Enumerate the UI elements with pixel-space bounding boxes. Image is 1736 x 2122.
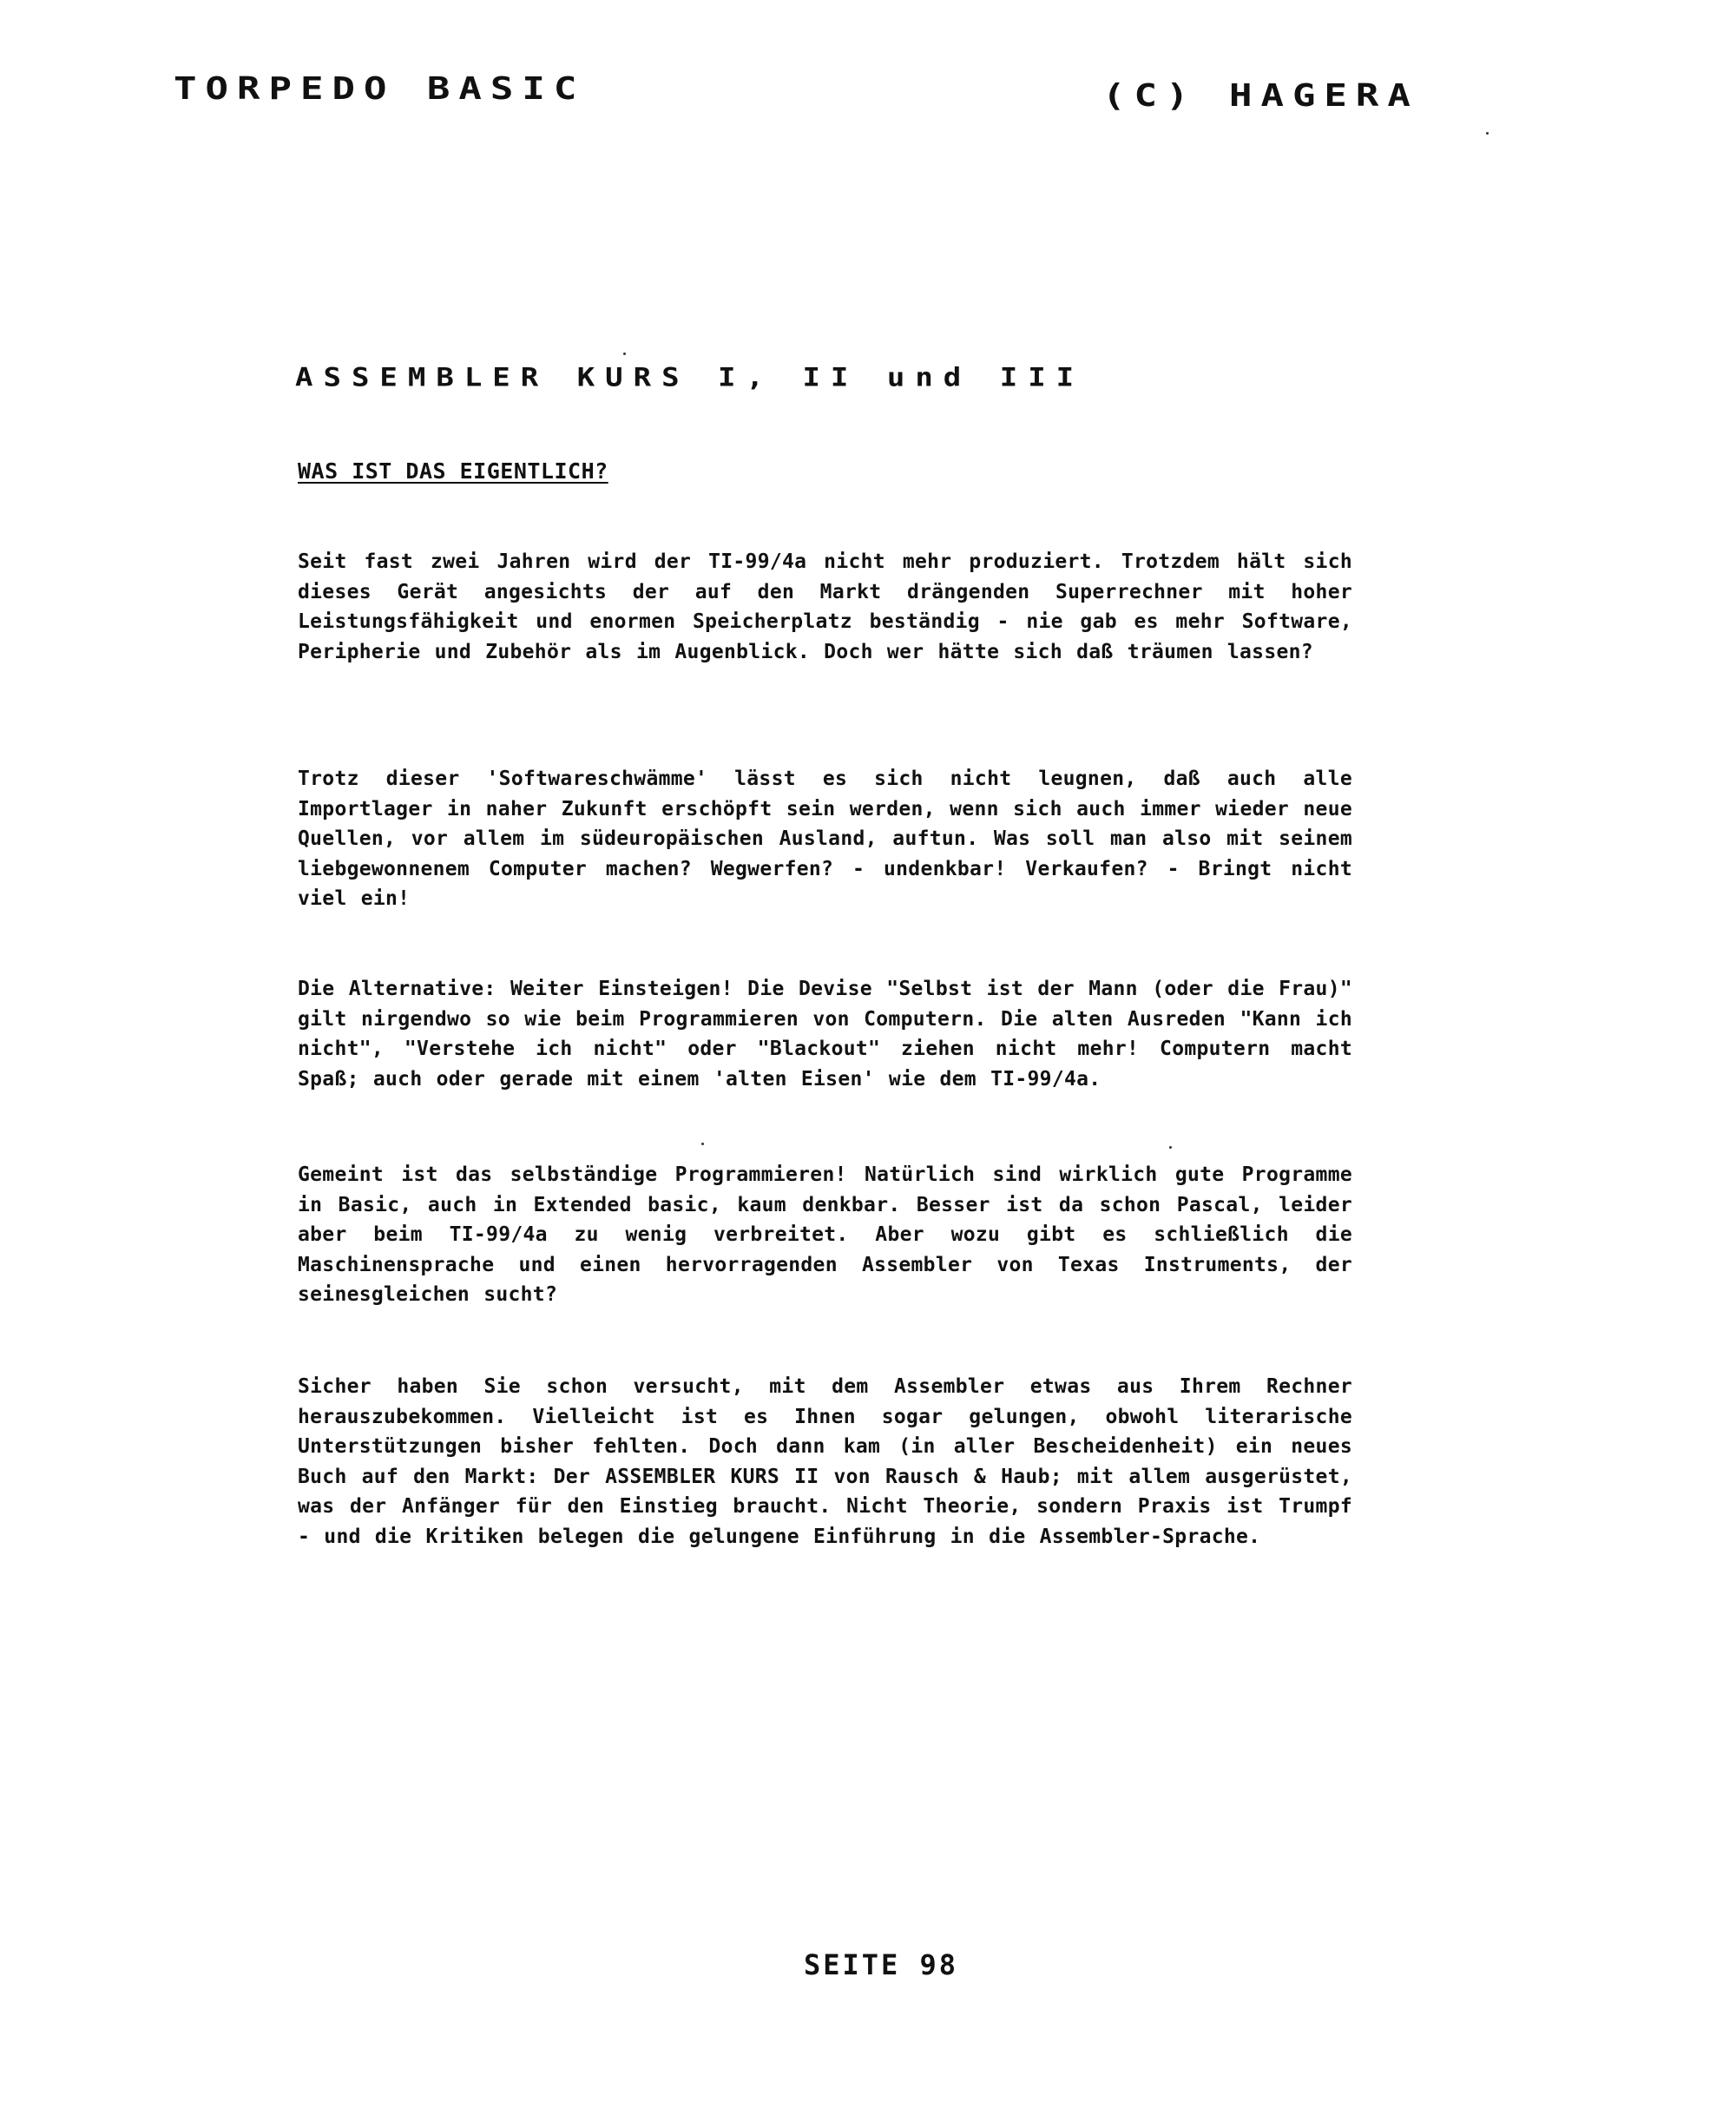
paragraph: Trotz dieser 'Softwareschwämme' lässt es sich nicht leugnen, daß auch alle Importlager in naher Zukunft erschöpft sein werden, wenn sich auch immer wieder neue Quellen, vor allem im südeuropäischen Ausland, auftun. Was soll man also mit seinem liebgewonnenem Computer machen? Wegwerfen? - undenkbar! Verkaufen? - Bringt nicht viel ein!: [298, 768, 1352, 910]
section-heading: WAS IST DAS EIGENTLICH?: [298, 458, 608, 484]
paragraph: Die Alternative: Weiter Einsteigen! Die Devise "Selbst ist der Mann (oder die Frau)" gilt nirgendwo so wie beim Programmieren von Computern. Die alten Ausreden "Kann ich nicht", "Verstehe ich nicht" oder "Blackout" ziehen nicht mehr! Computern macht Spaß; auch oder gerade mit einem 'alten Eisen' wie dem TI-99/4a.: [298, 978, 1352, 1091]
scan-speck: [701, 1143, 704, 1145]
paragraph: Gemeint ist das selbständige Programmieren! Natürlich sind wirklich gute Programme in Basic, auch in Extended basic, kaum denkbar. Besser ist da schon Pascal, leider aber beim TI-99/4a zu wenig verbreitet. Aber wozu gibt es schließlich die Maschinensprache und einen hervorragenden Assembler von Texas Instruments, der seinesgleichen sucht?: [298, 1163, 1352, 1306]
scan-speck: [623, 353, 626, 355]
header-copyright: (C) HAGERA: [1102, 78, 1419, 114]
scan-speck: [1486, 132, 1489, 135]
paragraph: Sicher haben Sie schon versucht, mit dem Assembler etwas aus Ihrem Rechner herauszubekommen. Vielleicht ist es Ihnen sogar gelungen, obwohl literarische Unterstützungen bisher fehlten. Doch dann kam (in aller Bescheidenheit) ein neues Buch auf den Markt: Der ASSEMBLER KURS II von Rausch & Haub; mit allem ausgerüstet, was der Anfänger für den Einstieg braucht. Nicht Theorie, sondern Praxis ist Trumpf - und die Kritiken belegen die gelungene Einführung in die Assembler-Sprache.: [298, 1375, 1352, 1548]
header-title: TORPEDO BASIC: [174, 71, 586, 107]
page-number: SEITE 98: [803, 1948, 959, 1981]
paragraph: Seit fast zwei Jahren wird der TI-99/4a nicht mehr produziert. Trotzdem hält sich dieses Gerät angesichts der auf den Markt drängenden Superrechner mit hoher Leistungsfähigkeit und enormen Speicherplatz beständig - nie gab es mehr Software, Peripherie und Zubehör als im Augenblick. Doch wer hätte sich daß träumen lassen?: [298, 550, 1352, 663]
course-title: ASSEMBLER KURS I, II und III: [295, 363, 1085, 392]
scan-speck: [1169, 1146, 1172, 1149]
